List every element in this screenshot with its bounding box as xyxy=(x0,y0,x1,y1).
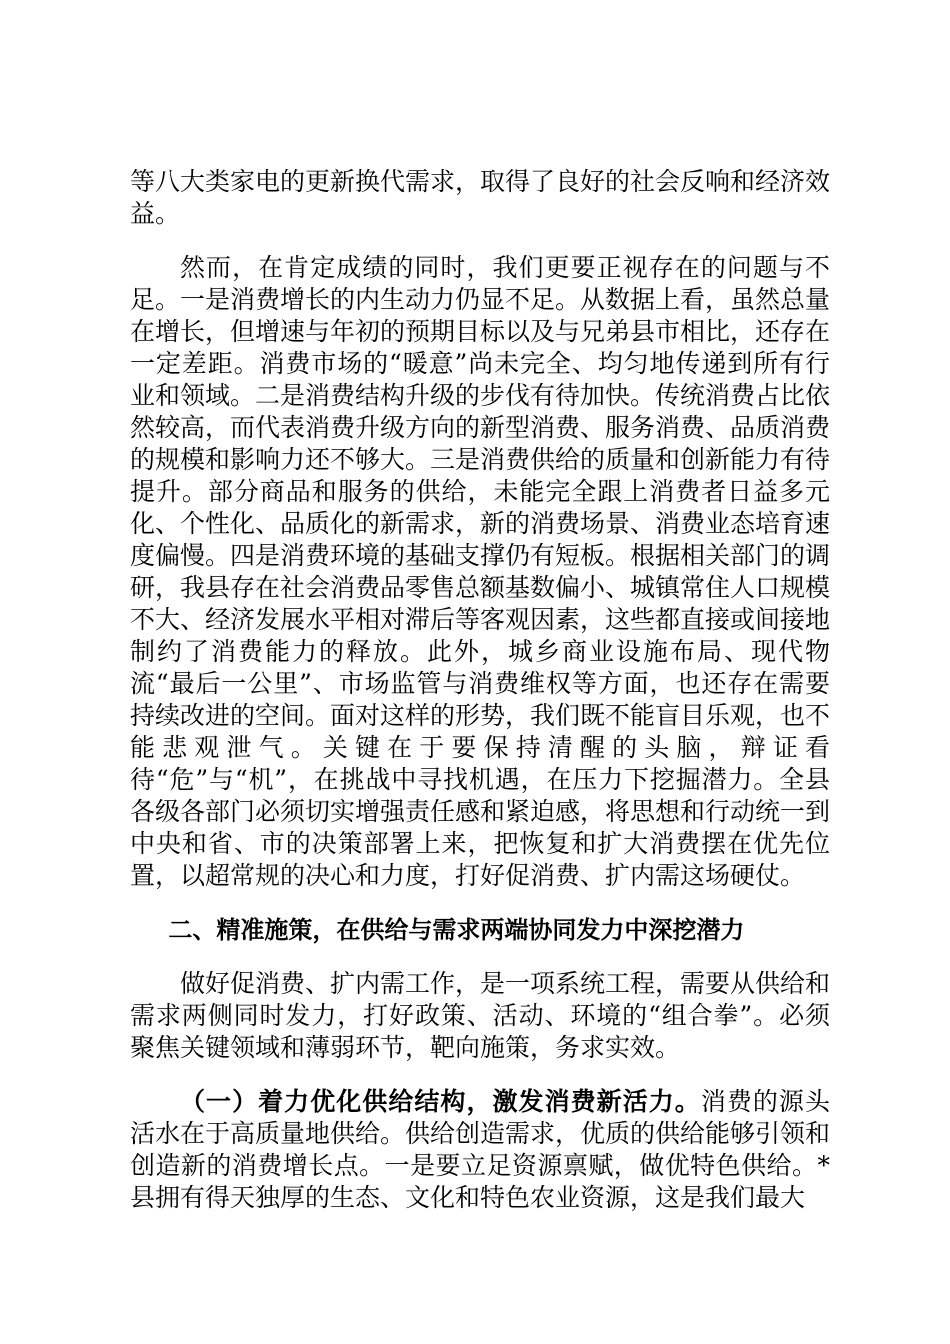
document-page xyxy=(130,166,830,1214)
paragraph-problems: 然而，在肯定成绩的同时，我们更要正视存在的问题与不足。一是消费增长的内生动力仍显不足。从数据上看，虽然总量在增长，但增速与年初的预期目标以及与兄弟县市相比，还存在一定差距。消费市场的“暖意”尚未完全、均匀地传递到所有行业和领域。二是消费结构升级的步伐有待加快。传统消费占比依然较高，而代表消费升级方向的新型消费、服务消费、品质消费的规模和影响力还不够大。三是消费供给的质量和创新能力有待提升。部分商品和服务的供给，未能完全跟上消费者日益多元化、个性化、品质化的新需求，新的消费场景、消费业态培育速度偏慢。四是消费环境的基础支撑仍有短板。根据相关部门的调研，我县存在社会消费品零售总额基数偏小、城镇常住人口规模不大、经济发展水平相对滞后等客观因素，这些都直接或间接地制约了消费能力的释放。此外，城乡商业设施布局、现代物流“最后一公里”、市场监管与消费维权等方面，也还存在需要持续改进的空间。面对这样的形势，我们既不能盲目乐观，也不能悲观泄气。关键在于要保持清醒的头脑，辩证看待“危”与“机”，在挑战中寻找机遇，在压力下挖掘潜力。全县各级各部门必须切实增强责任感和紧迫感，将思想和行动统一到中央和省、市的决策部署上来，把恢复和扩大消费摆在优先位置，以超常规的决心和力度，打好促消费、扩内需这场硬仗。 xyxy=(130,253,831,890)
paragraph-continuation: 等八大类家电的更新换代需求，取得了良好的社会反响和经济效益。 xyxy=(130,167,831,228)
section-heading-2: 二、精准施策，在供给与需求两端协同发力中深挖潜力 xyxy=(168,916,745,944)
paragraph-lead: （一）着力优化供给结构，激发消费新活力。 xyxy=(180,1087,701,1116)
paragraph-body: 消费的源头活水在于高质量地供给。供给创造需求，优质的供给能够引领和创造新的消费增长点。一是要立足资源禀赋，做优特色供给。*县拥有得天独厚的生态、文化和特色农业资源，这是我们最大 xyxy=(130,1087,831,1212)
paragraph-intro: 做好促消费、扩内需工作，是一项系统工程，需要从供给和需求两侧同时发力，打好政策、活动、环境的“组合拳”。必须聚焦关键领域和薄弱环节，靶向施策，务求实效。 xyxy=(130,969,831,1062)
paragraph-supply xyxy=(130,1086,830,1214)
